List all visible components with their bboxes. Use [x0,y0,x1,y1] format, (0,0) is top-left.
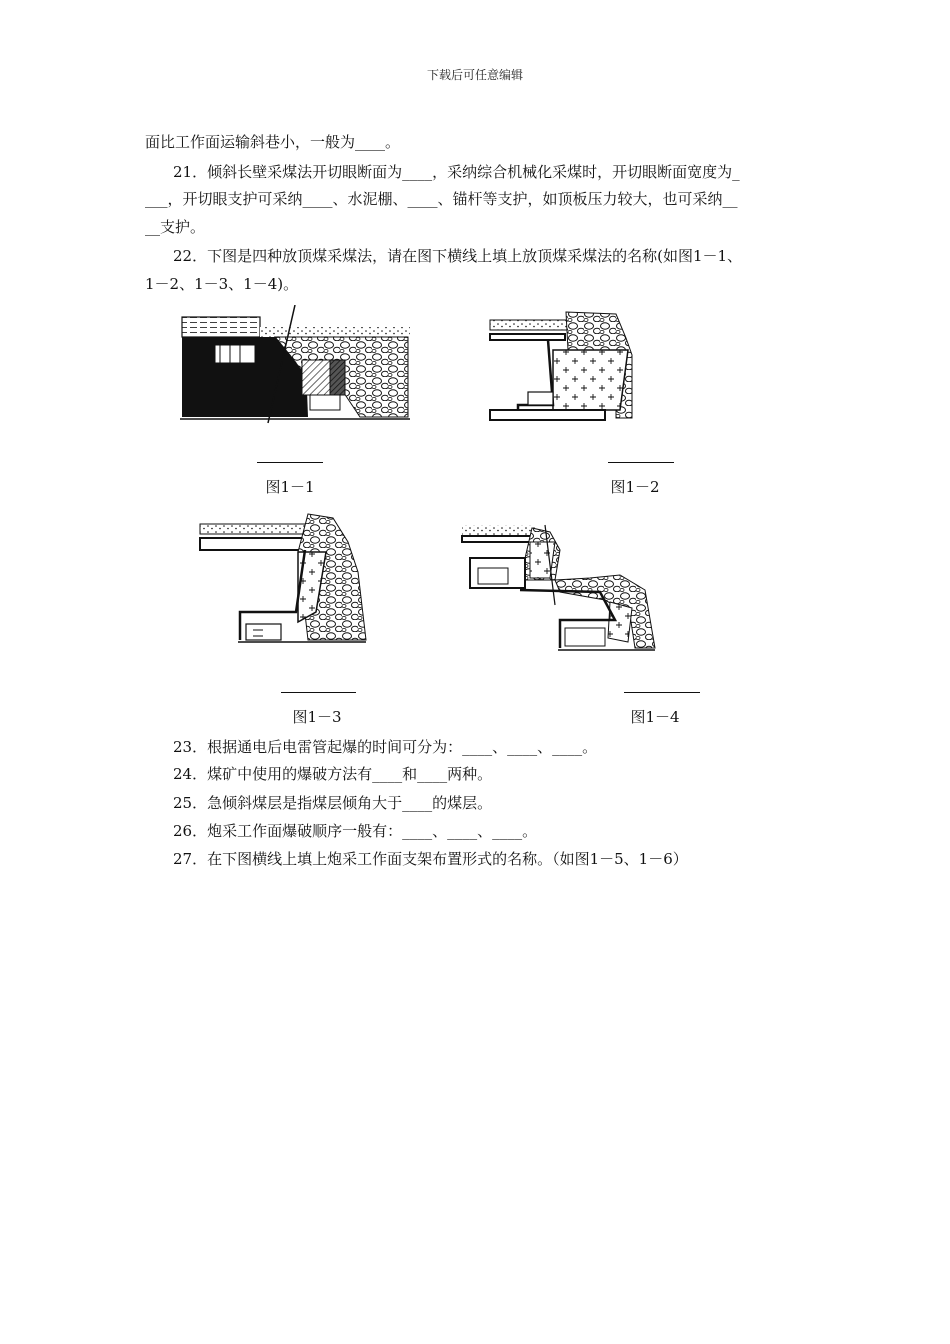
paragraph-line: 1－2、1－3、1－4)。 [145,275,299,293]
figure-1-1-caption: 图1－1 [265,478,315,496]
answer-line [608,462,674,463]
figure-1-3-diagram [198,512,373,647]
paragraph-line: 22．下图是四种放顶煤采煤法，请在图下横线上填上放顶煤采煤法的名称(如图1－1、 [173,247,743,265]
page-header: 下载后可任意编辑 [426,68,523,82]
paragraph-line: 21．倾斜长壁采煤法开切眼断面为____，采纳综合机械化采煤时，开切眼断面宽度为_ [173,163,740,181]
figure-1-3-caption: 图1－3 [292,708,342,726]
answer-line [257,462,323,463]
figure-1-2-diagram [488,310,648,425]
paragraph-line: __支护。 [145,218,206,236]
paragraph-line: 面比工作面运输斜巷小，一般为____。 [145,133,401,151]
answer-line [281,692,356,693]
question-27: 27．在下图横线上填上炮采工作面支架布置形式的名称。（如图1－5、1－6） [173,850,688,868]
figure-1-2-caption: 图1－2 [610,478,660,496]
question-25: 25．急倾斜煤层是指煤层倾角大于____的煤层。 [173,794,493,812]
answer-line [624,692,700,693]
figure-1-1-diagram [180,305,410,425]
paragraph-line: ___，开切眼支护可采纳____、水泥棚、____、锚杆等支护，如顶板压力较大，也可采纳__ [145,190,738,208]
figure-1-4-diagram [460,520,660,658]
question-24: 24．煤矿中使用的爆破方法有____和____两种。 [173,765,493,783]
question-23: 23．根据通电后电雷管起爆的时间可分为：____、____、____。 [173,738,598,756]
question-26: 26．炮采工作面爆破顺序一般有：____、____、____。 [173,822,538,840]
figure-1-4-caption: 图1－4 [630,708,680,726]
